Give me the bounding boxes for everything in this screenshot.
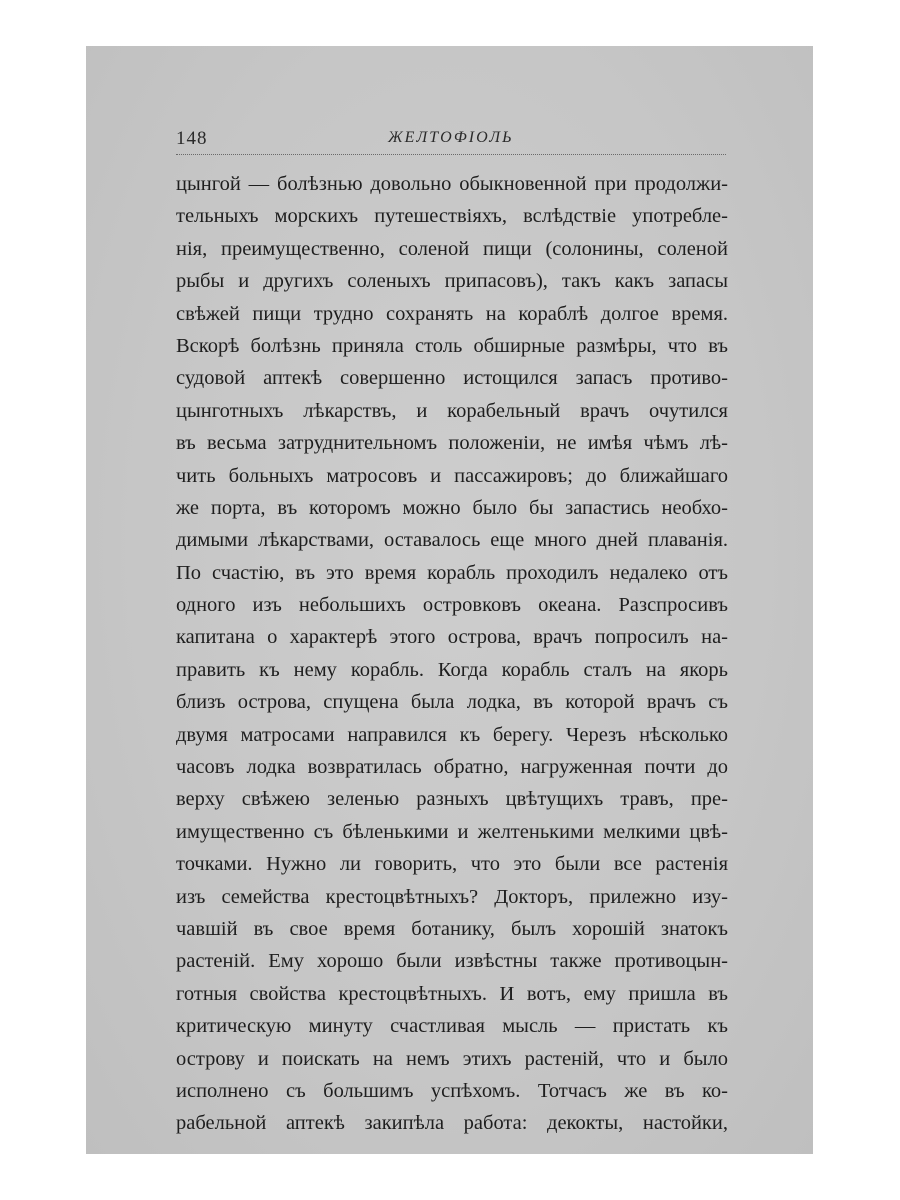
text-line: имущественно съ бѣленькими и желтенькими мелкими цвѣ- xyxy=(176,820,728,843)
page-number: 148 xyxy=(176,128,208,149)
text-line: чить больныхъ матросовъ и пассажировъ; до ближайшаго xyxy=(176,464,728,487)
text-line: рабельной аптекѣ закипѣла работа: декокты, настойки, xyxy=(176,1112,728,1135)
text-line: тельныхъ морскихъ путешествіяхъ, вслѣдствіе употребле- xyxy=(176,205,728,228)
text-line: часовъ лодка возвратилась обратно, нагруженная почти до xyxy=(176,756,728,779)
text-line: верху свѣжею зеленью разныхъ цвѣтущихъ травъ, пре- xyxy=(176,788,728,811)
text-line: же порта, въ которомъ можно было бы запастись необхо- xyxy=(176,496,728,519)
text-line: точками. Нужно ли говорить, что это были все растенія xyxy=(176,853,728,876)
text-line: править къ нему корабль. Когда корабль сталъ на якорь xyxy=(176,658,728,681)
text-line: судовой аптекѣ совершенно истощился запасъ противо- xyxy=(176,367,728,390)
text-line: цынгой — болѣзнью довольно обыкновенной при продолжи- xyxy=(176,173,728,195)
text-line: въ весьма затруднительномъ положеніи, не имѣя чѣмъ лѣ- xyxy=(176,432,728,455)
text-line: двумя матросами направился къ берегу. Черезъ нѣсколько xyxy=(176,723,728,746)
running-title: ЖЕЛТОФІОЛЬ xyxy=(388,129,514,146)
header-divider xyxy=(176,154,726,155)
text-line: нія, преимущественно, соленой пищи (солонины, соленой xyxy=(176,237,728,260)
text-line: одного изъ небольшихъ островковъ океана. Разспросивъ xyxy=(176,594,728,617)
text-line: Вскорѣ болѣзнь приняла столь обширные размѣры, что въ xyxy=(176,334,728,357)
text-line: близъ острова, спущена была лодка, въ которой врачъ съ xyxy=(176,691,728,714)
body-text xyxy=(176,168,728,1140)
book-page xyxy=(86,46,813,1154)
text-line: По счастію, въ это время корабль проходилъ недалеко отъ xyxy=(176,561,728,584)
text-line: рыбы и другихъ соленыхъ припасовъ), такъ какъ запасы xyxy=(176,270,728,293)
text-line: критическую минуту счастливая мысль — пристать къ xyxy=(176,1015,728,1038)
text-line: свѣжей пищи трудно сохранять на кораблѣ долгое время. xyxy=(176,302,728,325)
text-line: димыми лѣкарствами, оставалось еще много дней плаванія. xyxy=(176,529,728,552)
text-line: чавшій въ свое время ботанику, былъ хорошій знатокъ xyxy=(176,917,728,940)
text-line: готныя свойства крестоцвѣтныхъ. И вотъ, ему пришла въ xyxy=(176,982,728,1005)
text-line: исполнено съ большимъ успѣхомъ. Тотчасъ же въ ко- xyxy=(176,1079,728,1102)
text-line: капитана о характерѣ этого острова, врачъ попросилъ на- xyxy=(176,626,728,649)
text-line: цынготныхъ лѣкарствъ, и корабельный врачъ очутился xyxy=(176,399,728,422)
text-line: острову и поискать на немъ этихъ растеній, что и было xyxy=(176,1047,728,1070)
text-line: растеній. Ему хорошо были извѣстны также противоцын- xyxy=(176,950,728,973)
text-line: изъ семейства крестоцвѣтныхъ? Докторъ, прилежно изу- xyxy=(176,885,728,908)
page-header xyxy=(176,128,726,154)
